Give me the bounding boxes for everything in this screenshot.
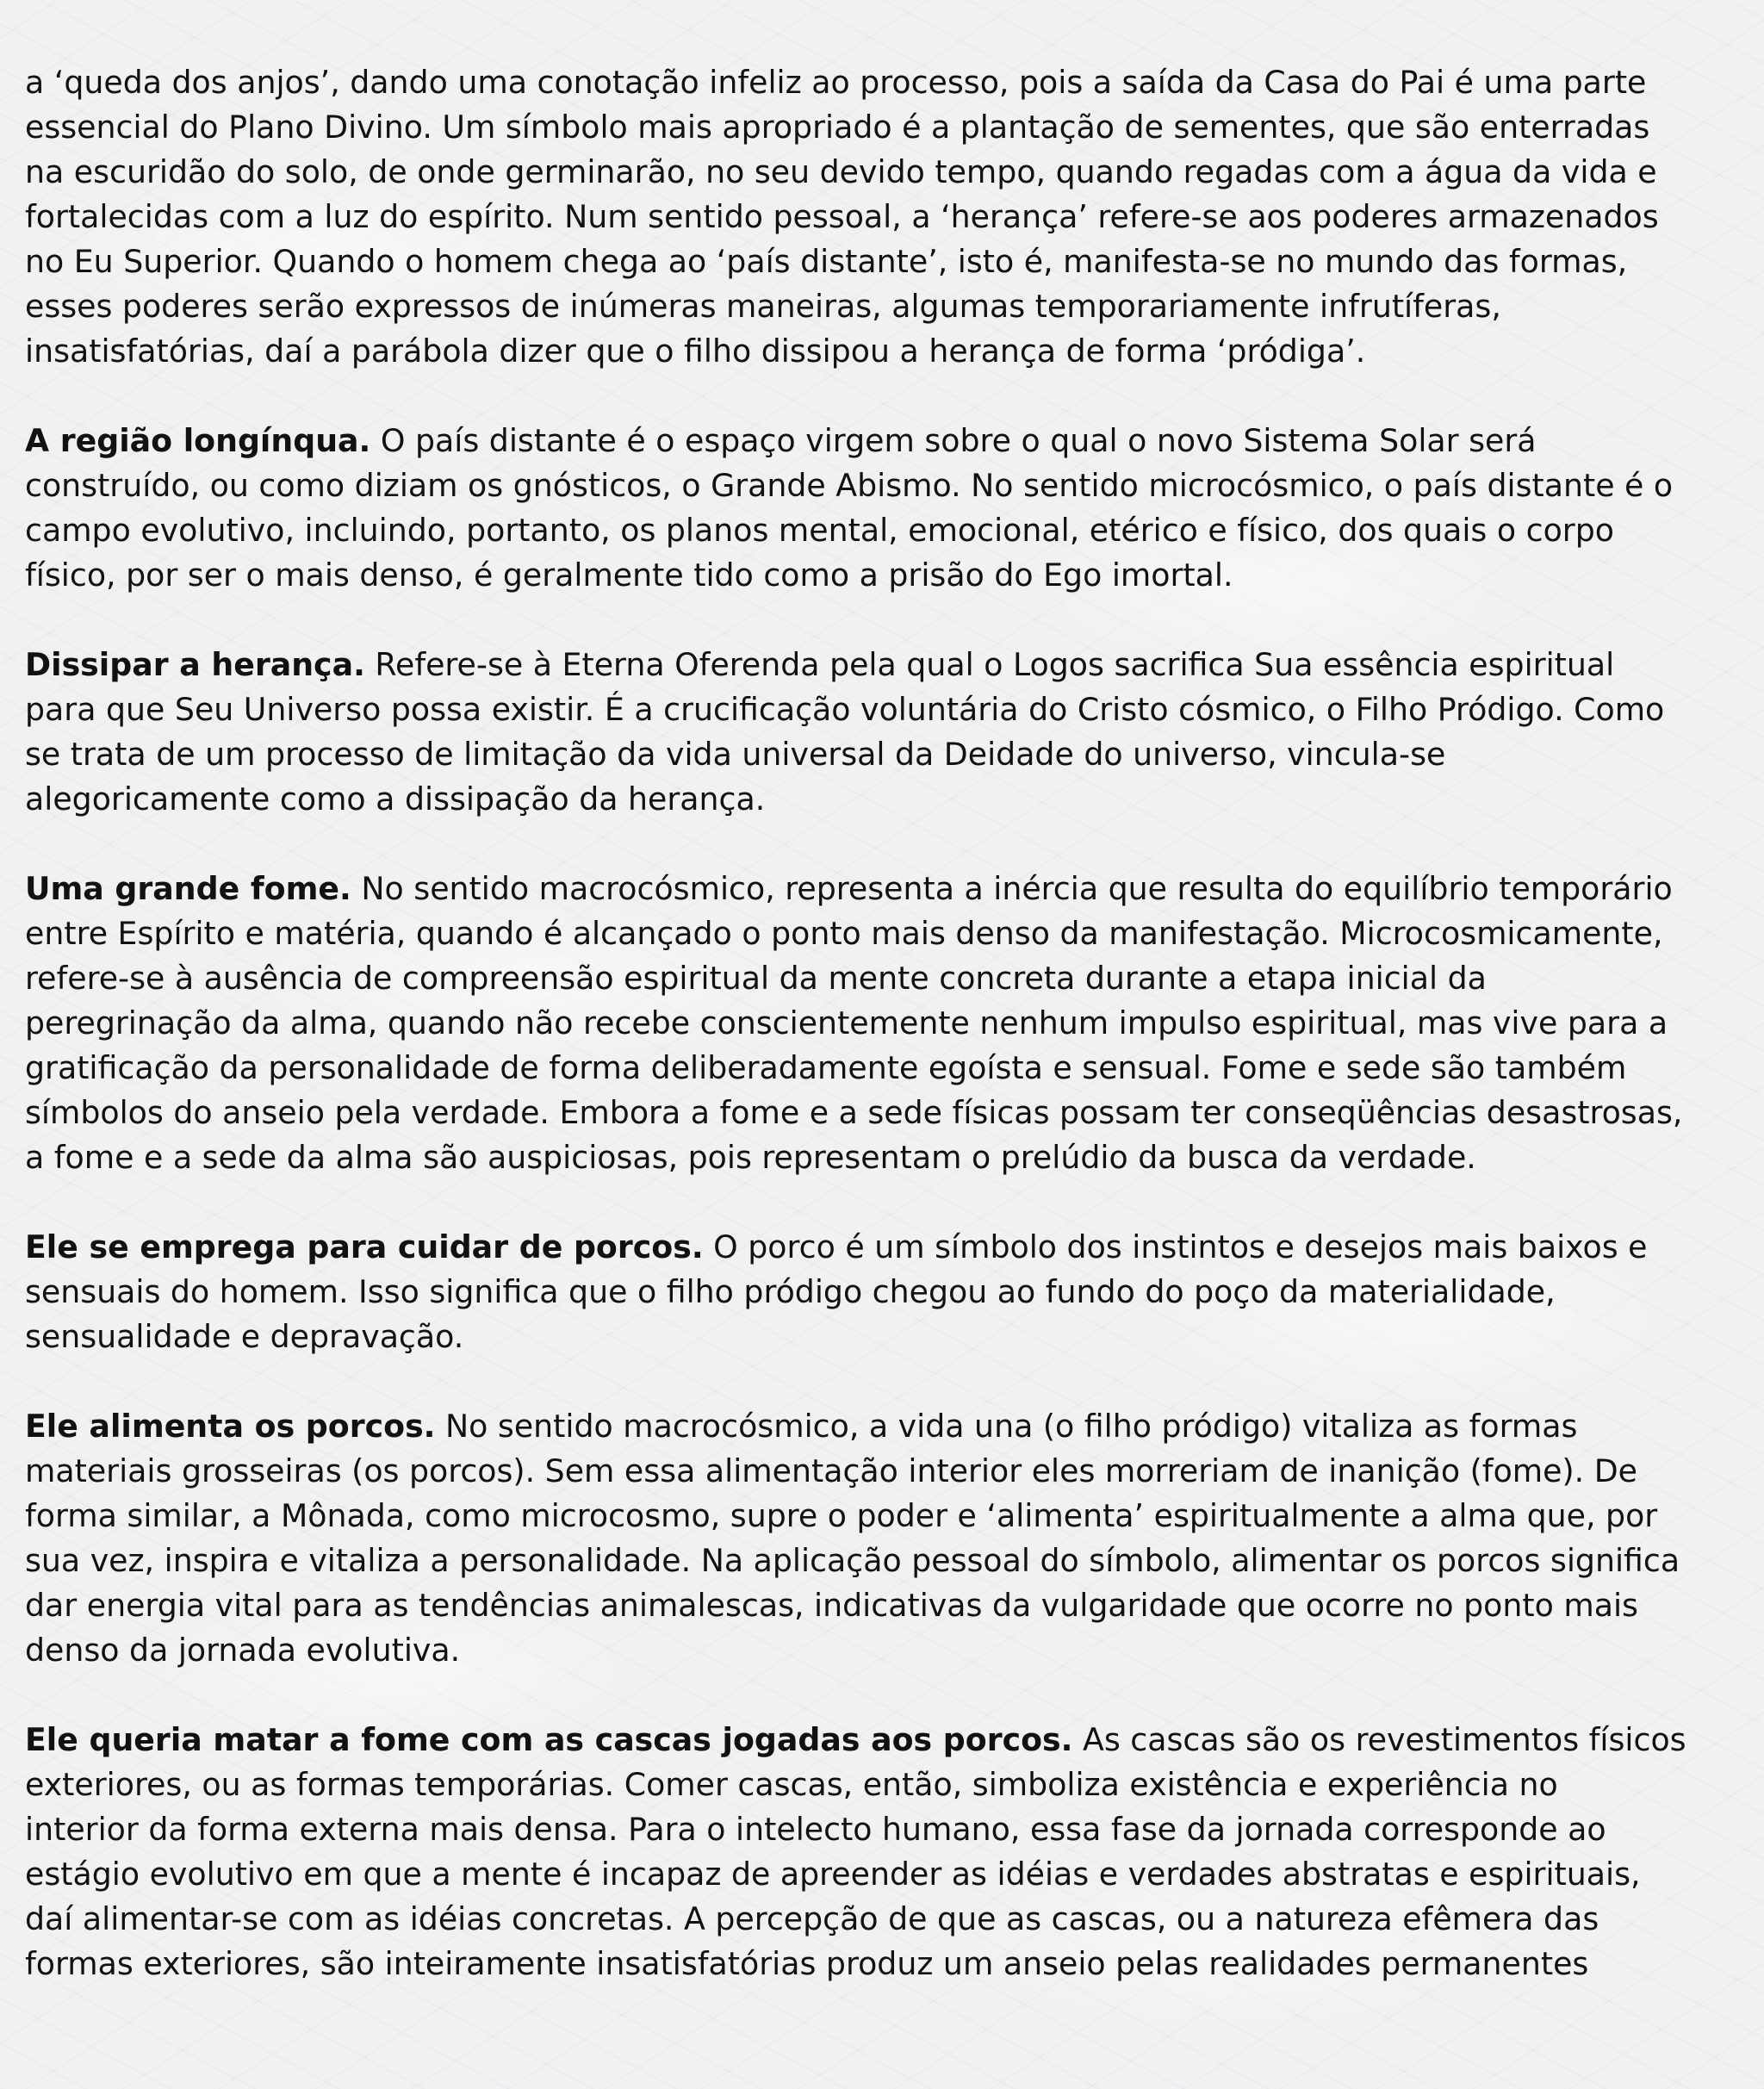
paragraph-alimenta-porcos — [25, 1404, 1741, 1673]
text-line: insatisfatórias, daí a parábola dizer que o filho dissipou a herança de forma ‘pródiga’. — [25, 333, 1366, 370]
text-line: formas exteriores, são inteiramente insatisfatórias produz um anseio pelas realidades permanentes — [25, 1945, 1589, 1982]
text-run: As cascas são os revestimentos físicos — [1072, 1721, 1686, 1758]
paragraph-cascas — [25, 1718, 1741, 1986]
text-line: essencial do Plano Divino. Um símbolo mais apropriado é a plantação de sementes, que são enterradas — [25, 109, 1650, 146]
paragraph-heading: Dissipar a herança. — [25, 646, 365, 683]
paragraph-cuidar-porcos — [25, 1225, 1741, 1359]
text-run: O porco é um símbolo dos instintos e desejos mais baixos e — [703, 1228, 1648, 1265]
text-line: a fome e a sede da alma são auspiciosas, pois representam o prelúdio da busca da verdade. — [25, 1139, 1476, 1176]
text-line: na escuridão do solo, de onde germinarão, no seu devido tempo, quando regadas com a água da vida e — [25, 153, 1657, 190]
text-line: estágio evolutivo em que a mente é incapaz de apreender as idéias e verdades abstratas e espirituais, — [25, 1856, 1641, 1893]
text-line: forma similar, a Mônada, como microcosmo, supre o poder e ‘alimenta’ espiritualmente a alma que, por — [25, 1497, 1658, 1534]
text-line-first — [25, 419, 1741, 463]
text-line: daí alimentar-se com as idéias concretas. A percepção de que as cascas, ou a natureza efêmera das — [25, 1900, 1599, 1937]
text-line: físico, por ser o mais denso, é geralmente tido como a prisão do Ego imortal. — [25, 556, 1233, 594]
text-run: No sentido macrocósmico, representa a inércia que resulta do equilíbrio temporário — [351, 870, 1673, 907]
paragraph-heading: Ele se emprega para cuidar de porcos. — [25, 1228, 704, 1265]
text-line: interior da forma externa mais densa. Para o intelecto humano, essa fase da jornada corresponde ao — [25, 1811, 1606, 1848]
paragraph-dissipar-heranca — [25, 643, 1741, 822]
text-line: peregrinação da alma, quando não recebe conscientemente nenhum impulso espiritual, mas vive para a — [25, 1004, 1668, 1041]
text-line: no Eu Superior. Quando o homem chega ao ‘país distante’, isto é, manifesta-se no mundo das formas, — [25, 243, 1628, 280]
paragraph-grande-fome — [25, 867, 1741, 1180]
text-line: a ‘queda dos anjos’, dando uma conotação infeliz ao processo, pois a saída da Casa do Pai é uma parte — [25, 64, 1647, 101]
text-line: exteriores, ou as formas temporárias. Comer cascas, então, simboliza existência e experiência no — [25, 1766, 1558, 1803]
text-line: se trata de um processo de limitação da vida universal da Deidade do universo, vincula-se — [25, 736, 1446, 773]
text-line-first — [25, 1718, 1741, 1763]
text-line: refere-se à ausência de compreensão espiritual da mente concreta durante a etapa inicial da — [25, 960, 1487, 997]
text-line: gratificação da personalidade de forma deliberadamente egoísta e sensual. Fome e sede são também — [25, 1049, 1627, 1086]
text-line: dar energia vital para as tendências animalescas, indicativas da vulgaridade que ocorre no ponto mais — [25, 1587, 1638, 1624]
text-line-first — [25, 643, 1741, 687]
text-line: campo evolutivo, incluindo, portanto, os planos mental, emocional, etérico e físico, dos quais o corpo — [25, 512, 1614, 549]
text-line-first — [25, 1404, 1741, 1449]
text-run: O país distante é o espaço virgem sobre o qual o novo Sistema Solar será — [370, 422, 1537, 459]
document-page — [25, 60, 1741, 2031]
text-run: No sentido macrocósmico, a vida una (o filho pródigo) vitaliza as formas — [435, 1408, 1578, 1445]
text-line: fortalecidas com a luz do espírito. Num sentido pessoal, a ‘herança’ refere-se aos poderes armazenados — [25, 198, 1659, 235]
text-line: esses poderes serão expressos de inúmeras maneiras, algumas temporariamente infrutíferas, — [25, 288, 1501, 325]
text-line: construído, ou como diziam os gnósticos, o Grande Abismo. No sentido microcósmico, o país distante é o — [25, 467, 1674, 504]
paragraph-intro — [25, 60, 1741, 374]
text-line-first — [25, 867, 1741, 911]
text-line: símbolos do anseio pela verdade. Embora a fome e a sede físicas possam ter conseqüências desastrosas, — [25, 1094, 1683, 1131]
text-line: materiais grosseiras (os porcos). Sem essa alimentação interior eles morreriam de inanição (fome). De — [25, 1452, 1637, 1489]
text-line: sensualidade e depravação. — [25, 1318, 464, 1355]
text-line: alegoricamente como a dissipação da herança. — [25, 780, 766, 818]
text-line: sensuais do homem. Isso significa que o filho pródigo chegou ao fundo do poço da materialidade, — [25, 1273, 1556, 1310]
paragraph-heading: Ele queria matar a fome com as cascas jogadas aos porcos. — [25, 1721, 1073, 1758]
text-line-first — [25, 1225, 1741, 1270]
paragraph-heading: Uma grande fome. — [25, 870, 351, 907]
text-run: Refere-se à Eterna Oferenda pela qual o Logos sacrifica Sua essência espiritual — [364, 646, 1615, 683]
text-line: sua vez, inspira e vitaliza a personalidade. Na aplicação pessoal do símbolo, alimentar os porcos significa — [25, 1542, 1680, 1579]
paragraph-regiao-longinqua — [25, 419, 1741, 598]
text-line: denso da jornada evolutiva. — [25, 1632, 461, 1669]
paragraph-heading: Ele alimenta os porcos. — [25, 1408, 436, 1445]
text-line: entre Espírito e matéria, quando é alcançado o ponto mais denso da manifestação. Microcosmicamente, — [25, 915, 1663, 952]
paragraph-heading: A região longínqua. — [25, 422, 371, 459]
text-line: para que Seu Universo possa existir. É a crucificação voluntária do Cristo cósmico, o Filho Pródigo. Como — [25, 691, 1665, 728]
